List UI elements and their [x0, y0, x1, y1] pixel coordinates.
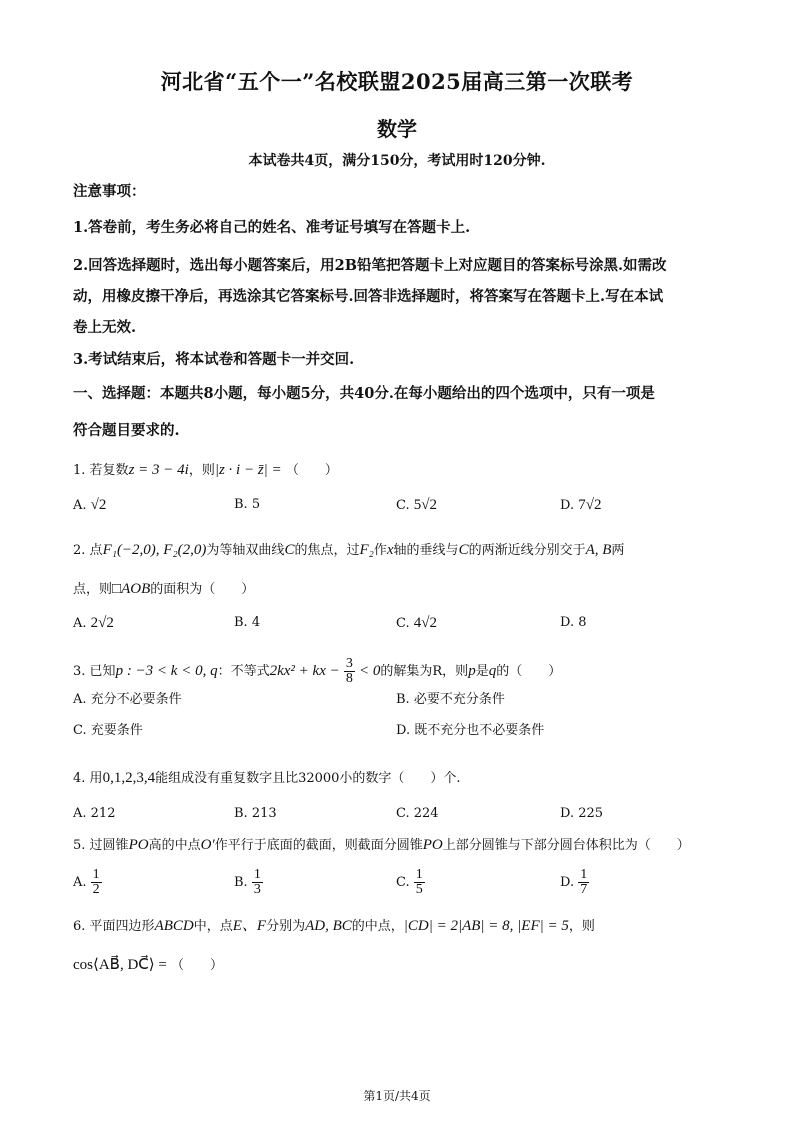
q5-option-d[interactable]: D. $\frac{1}{7}$	[560, 867, 588, 897]
q4-option-d[interactable]: D. 225	[560, 806, 604, 821]
q2-option-b[interactable]: B. 4	[234, 615, 261, 630]
q3-option-d[interactable]: D. 既不充分也不必要条件	[396, 723, 545, 738]
question-2-cont: 点，则□AOB的面积为（ ）	[73, 581, 255, 597]
q4-option-a[interactable]: A. 212	[73, 806, 116, 821]
q3-option-c[interactable]: C. 充要条件	[73, 723, 143, 738]
question-5: 5. 过圆锥PO高的中点O′作平行于底面的截面，则截面分圆锥PO上部分圆锥与下部分圆台体积比为（ ）	[73, 837, 690, 853]
fraction-3-8: $\frac{3}{8}$	[345, 656, 353, 686]
q5-option-a[interactable]: A. $\frac{1}{2}$	[73, 867, 100, 897]
q5-option-c[interactable]: C. $\frac{1}{5}$	[396, 867, 423, 897]
question-6: 6. 平面四边形ABCD中，点E、F分别为AD, BC的中点，|CD| = 2|AB| = 8, |EF| = 5，则	[73, 918, 595, 934]
q4-option-b[interactable]: B. 213	[234, 806, 277, 821]
q2-option-d[interactable]: D. 8	[560, 615, 587, 630]
subject-title: 数学	[377, 117, 417, 141]
q1-option-b[interactable]: B. 5	[234, 497, 261, 512]
note-3: 3.考试结束后，将本试卷和答题卡一并交回.	[73, 351, 355, 368]
exam-info: 本试卷共4页，满分150分，考试用时120分钟.	[248, 153, 546, 169]
notes-heading: 注意事项：	[73, 183, 146, 200]
question-2: 2. 点F₁(−2,0), F₂(2,0)为等轴双曲线C的焦点，过F₂作x轴的垂线与C的两渐近线分别交于A, B两	[73, 542, 625, 558]
question-4: 4. 用0,1,2,3,4能组成没有重复数字且比32000小的数字（ ）个.	[73, 770, 461, 786]
q5-option-b[interactable]: B. $\frac{1}{3}$	[234, 867, 261, 897]
q3-option-b[interactable]: B. 必要不充分条件	[396, 692, 505, 707]
page-title: 河北省“五个一”名校联盟2025届高三第一次联考	[160, 69, 634, 94]
note-2: 2.回答选择题时，选出每小题答案后，用2B铅笔把答题卡上对应题目的答案标号涂黑.如需改	[73, 257, 667, 274]
page-footer: 第1页/共4页	[363, 1089, 431, 1103]
q1-option-c[interactable]: C. 5√2	[396, 497, 437, 513]
q1-option-a[interactable]: A. √2	[73, 497, 107, 513]
question-1: 1. 若复数z = 3 − 4i，则|z · i − z̄| = （ ）	[73, 462, 338, 478]
note-1: 1.答卷前，考生务必将自己的姓名、准考证号填写在答题卡上.	[73, 219, 471, 236]
q2-option-a[interactable]: A. 2√2	[73, 615, 114, 631]
q3-option-a[interactable]: A. 充分不必要条件	[73, 692, 182, 707]
question-3: 3. 已知p : −3 < k < 0, q：不等式2kx² + kx − $\frac{3}{8}$ < 0的解集为R，则p是q的（ ）	[73, 656, 562, 686]
q4-option-c[interactable]: C. 224	[396, 806, 439, 821]
note-2-end: 卷上无效.	[73, 319, 137, 336]
section-heading-cont: 符合题目要求的.	[73, 422, 180, 439]
q2-option-c[interactable]: C. 4√2	[396, 615, 437, 631]
note-2-cont: 动，用橡皮擦干净后，再选涂其它答案标号.回答非选择题时，将答案写在答题卡上.写在本试	[73, 288, 664, 305]
q1-option-d[interactable]: D. 7√2	[560, 497, 602, 513]
section-heading: 一、选择题：本题共8小题，每小题5分，共40分.在每小题给出的四个选项中，只有一项是	[73, 385, 655, 402]
question-6-cont: cos⟨AB⃗, DC⃗⟩ = （ ）	[73, 957, 223, 973]
